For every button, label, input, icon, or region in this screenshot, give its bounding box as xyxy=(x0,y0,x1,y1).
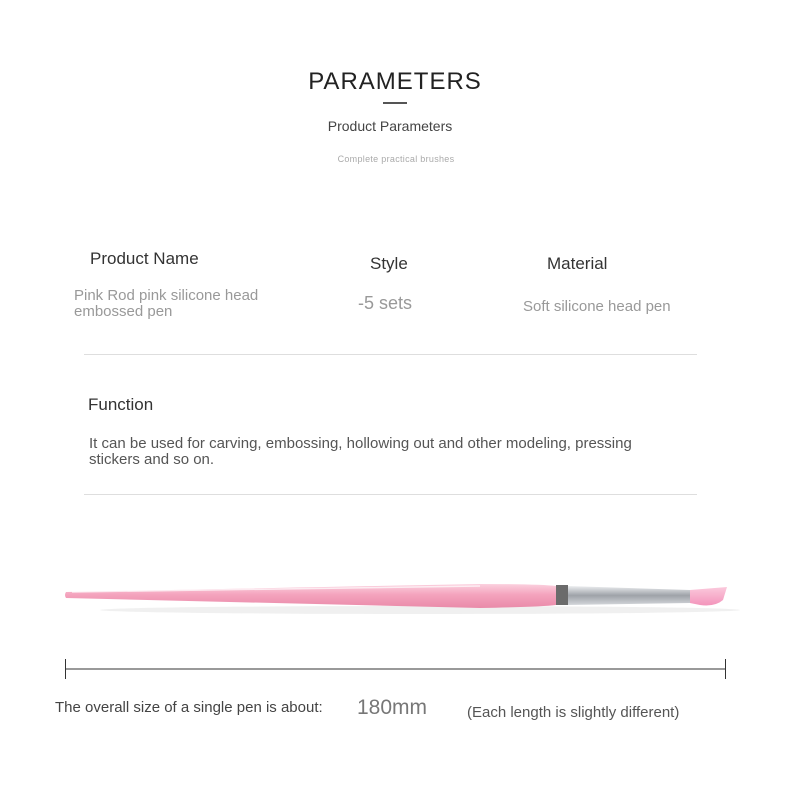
product-name-value: Pink Rod pink silicone head embossed pen xyxy=(74,287,259,320)
material-value: Soft silicone head pen xyxy=(523,298,671,315)
pen-ferrule xyxy=(556,585,690,605)
divider xyxy=(84,354,697,355)
pen-image xyxy=(60,570,750,620)
tagline: Complete practical brushes xyxy=(337,154,455,164)
style-label: Style xyxy=(370,254,408,273)
style-value: -5 sets xyxy=(358,293,413,313)
function-description: It can be used for carving, embossing, hollowing out and other modeling, pressing stickers and so on. xyxy=(89,435,632,468)
pen-silicone-tip xyxy=(690,587,727,605)
function-label: Function xyxy=(88,395,154,414)
size-value: 180mm xyxy=(357,696,428,719)
page-subtitle: Product Parameters xyxy=(327,118,453,134)
material-label: Material xyxy=(547,254,608,273)
page-title: PARAMETERS xyxy=(308,68,482,95)
dimension-line xyxy=(65,659,726,679)
title-underline xyxy=(383,102,407,104)
divider xyxy=(84,494,697,495)
pen-body xyxy=(65,584,556,608)
size-note: (Each length is slightly different) xyxy=(467,704,680,721)
size-label: The overall size of a single pen is about: xyxy=(55,699,323,716)
product-name-label: Product Name xyxy=(90,249,199,268)
